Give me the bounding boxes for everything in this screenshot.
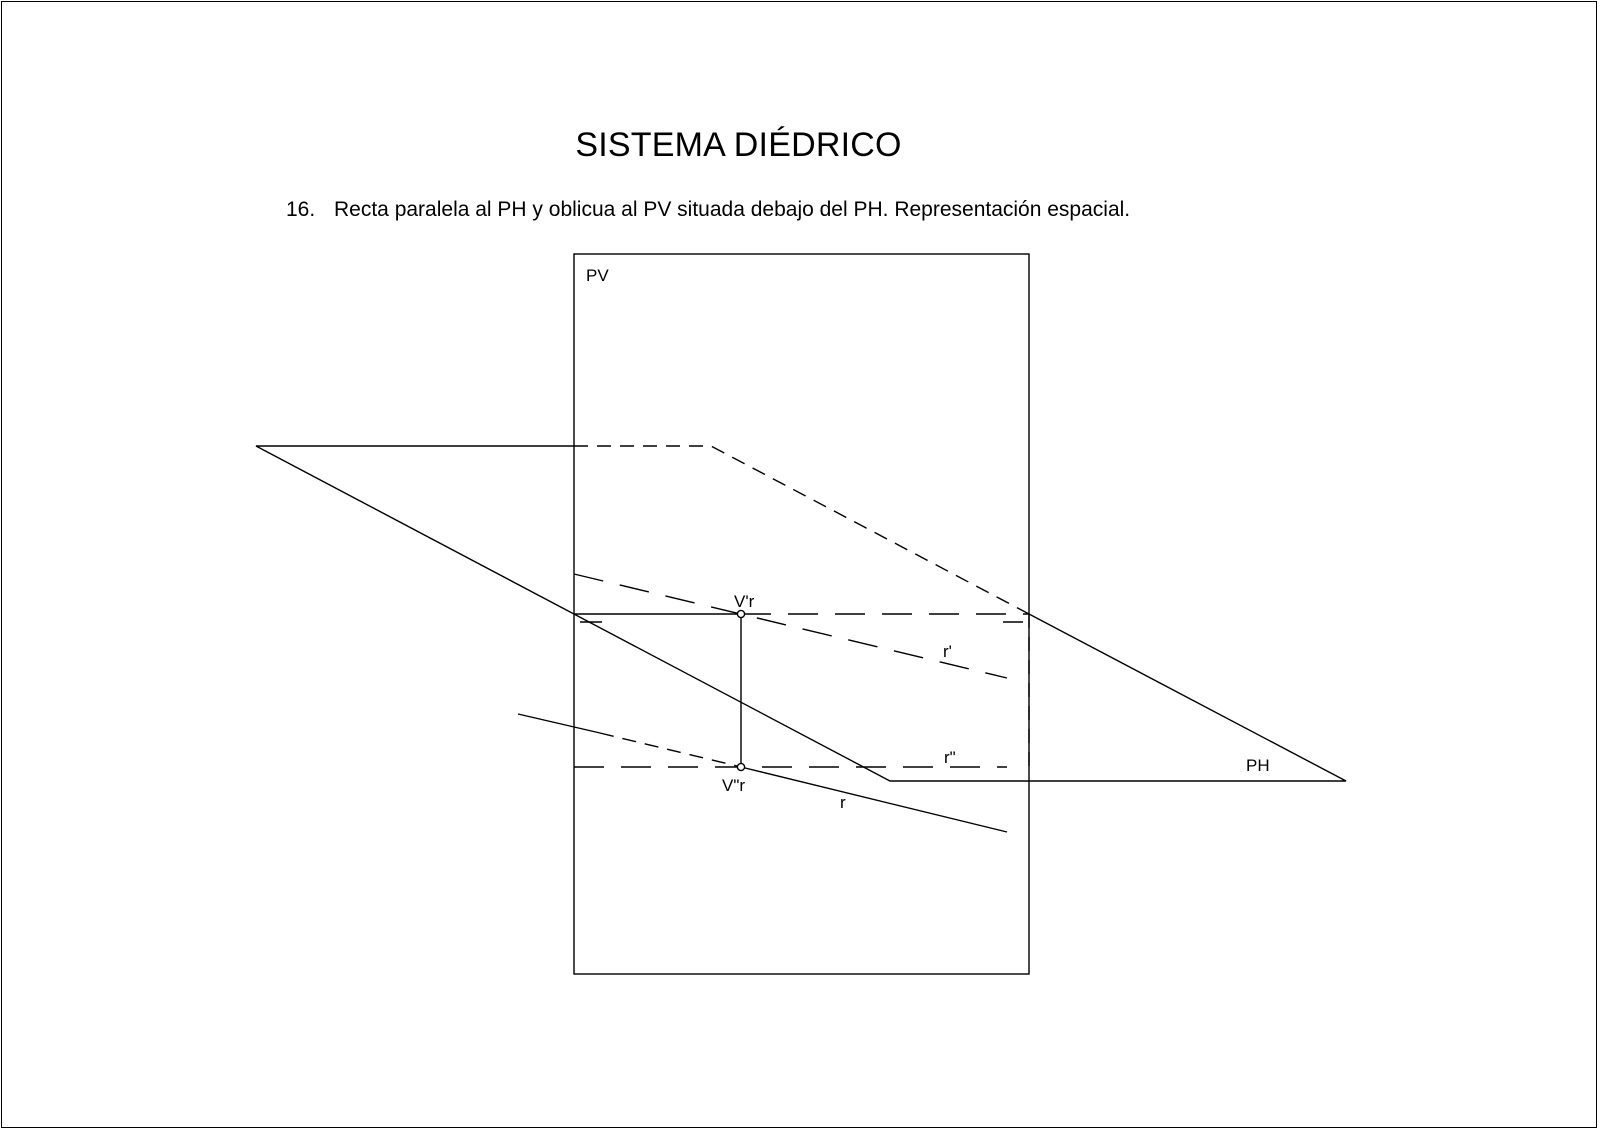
exercise-text: Recta paralela al PH y oblicua al PV situada debajo del PH. Representación espacial. xyxy=(334,198,1131,221)
label-r-prime: r' xyxy=(943,642,952,661)
exercise-number: 16. xyxy=(286,198,316,221)
line-r-solid-start xyxy=(518,714,600,733)
label-ph: PH xyxy=(1246,756,1270,775)
label-r-double-prime: r" xyxy=(944,748,956,767)
label-trace-v1: V'r xyxy=(734,592,755,611)
horizontal-plane-ph-hidden xyxy=(574,446,1029,614)
projection-r-prime xyxy=(574,574,1007,678)
label-r: r xyxy=(840,793,846,812)
trace-point-v2 xyxy=(737,763,744,770)
line-r-solid-end xyxy=(741,767,1007,832)
label-trace-v2: V"r xyxy=(722,776,746,795)
page-title: SISTEMA DIÉDRICO xyxy=(575,126,902,164)
line-r-dashed xyxy=(600,733,741,767)
label-pv: PV xyxy=(586,266,609,285)
trace-point-v1 xyxy=(737,610,744,617)
